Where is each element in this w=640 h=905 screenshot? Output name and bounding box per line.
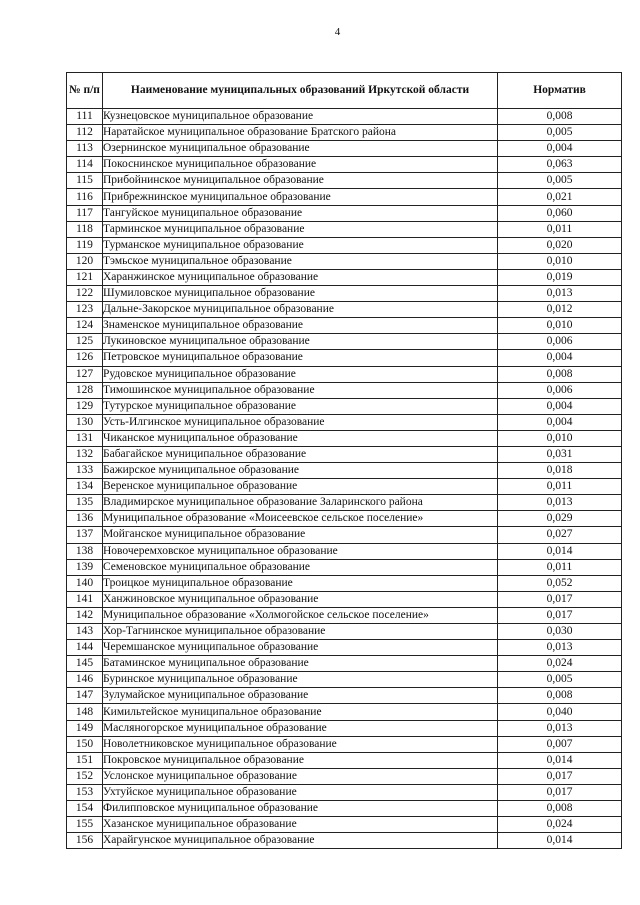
normative-value: 0,021 <box>498 189 622 205</box>
row-number: 145 <box>67 656 103 672</box>
municipality-name: Бажирское муниципальное образование <box>103 463 498 479</box>
municipality-name: Ханжиновское муниципальное образование <box>103 591 498 607</box>
table-row <box>67 302 622 318</box>
normative-value: 0,024 <box>498 817 622 833</box>
row-number: 152 <box>67 768 103 784</box>
municipality-name: Услонское муниципальное образование <box>103 768 498 784</box>
row-number: 117 <box>67 205 103 221</box>
table-row <box>67 221 622 237</box>
row-number: 120 <box>67 253 103 269</box>
row-number: 144 <box>67 640 103 656</box>
normative-value: 0,004 <box>498 350 622 366</box>
row-number: 119 <box>67 237 103 253</box>
normative-value: 0,014 <box>498 752 622 768</box>
row-number: 129 <box>67 398 103 414</box>
row-number: 112 <box>67 125 103 141</box>
table-row <box>67 237 622 253</box>
table-row <box>67 205 622 221</box>
municipality-name: Семеновское муниципальное образование <box>103 559 498 575</box>
table-row <box>67 414 622 430</box>
normative-value: 0,004 <box>498 141 622 157</box>
row-number: 121 <box>67 269 103 285</box>
municipality-name: Муниципальное образование «Моисеевское сельское поселение» <box>103 511 498 527</box>
table-row <box>67 157 622 173</box>
municipality-name: Троицкое муниципальное образование <box>103 575 498 591</box>
municipality-name: Усть-Илгинское муниципальное образование <box>103 414 498 430</box>
table-row <box>67 624 622 640</box>
table-row <box>67 463 622 479</box>
row-number: 151 <box>67 752 103 768</box>
row-number: 111 <box>67 109 103 125</box>
table-row <box>67 269 622 285</box>
municipality-name: Кузнецовское муниципальное образование <box>103 109 498 125</box>
municipality-name: Зулумайское муниципальное образование <box>103 688 498 704</box>
table-row <box>67 318 622 334</box>
normative-value: 0,024 <box>498 656 622 672</box>
table-row <box>67 591 622 607</box>
normative-value: 0,027 <box>498 527 622 543</box>
table-row <box>67 833 622 849</box>
normative-value: 0,007 <box>498 736 622 752</box>
normative-value: 0,011 <box>498 221 622 237</box>
normative-value: 0,005 <box>498 672 622 688</box>
normative-value: 0,040 <box>498 704 622 720</box>
table-row <box>67 543 622 559</box>
normative-value: 0,018 <box>498 463 622 479</box>
row-number: 118 <box>67 221 103 237</box>
municipality-name: Озернинское муниципальное образование <box>103 141 498 157</box>
row-number: 150 <box>67 736 103 752</box>
municipality-name: Масляногорское муниципальное образование <box>103 720 498 736</box>
row-number: 134 <box>67 479 103 495</box>
normative-value: 0,014 <box>498 543 622 559</box>
normative-value: 0,008 <box>498 366 622 382</box>
municipality-name: Знаменское муниципальное образование <box>103 318 498 334</box>
normative-value: 0,010 <box>498 253 622 269</box>
header-norm: Норматив <box>498 73 622 109</box>
table-row <box>67 511 622 527</box>
table-row <box>67 640 622 656</box>
table-row <box>67 446 622 462</box>
municipality-name: Прибрежнинское муниципальное образование <box>103 189 498 205</box>
normative-value: 0,008 <box>498 109 622 125</box>
municipality-name: Тэмьское муниципальное образование <box>103 253 498 269</box>
normative-value: 0,005 <box>498 173 622 189</box>
municipality-name: Харайгунское муниципальное образование <box>103 833 498 849</box>
municipality-name: Хор-Тагнинское муниципальное образование <box>103 624 498 640</box>
normative-value: 0,052 <box>498 575 622 591</box>
table-row <box>67 704 622 720</box>
row-number: 113 <box>67 141 103 157</box>
row-number: 128 <box>67 382 103 398</box>
municipality-name: Чиканское муниципальное образование <box>103 430 498 446</box>
normative-value: 0,063 <box>498 157 622 173</box>
municipality-name: Владимирское муниципальное образование Заларинского района <box>103 495 498 511</box>
municipality-name: Бабагайское муниципальное образование <box>103 446 498 462</box>
table-row <box>67 366 622 382</box>
row-number: 127 <box>67 366 103 382</box>
municipality-name: Тангуйское муниципальное образование <box>103 205 498 221</box>
municipality-name: Ухтуйское муниципальное образование <box>103 784 498 800</box>
normative-value: 0,017 <box>498 768 622 784</box>
table-row <box>67 575 622 591</box>
normative-table <box>66 72 622 849</box>
municipality-name: Новочеремховское муниципальное образование <box>103 543 498 559</box>
municipality-name: Веренское муниципальное образование <box>103 479 498 495</box>
row-number: 116 <box>67 189 103 205</box>
row-number: 140 <box>67 575 103 591</box>
row-number: 124 <box>67 318 103 334</box>
municipality-name: Муниципальное образование «Холмогойское сельское поселение» <box>103 607 498 623</box>
normative-value: 0,014 <box>498 833 622 849</box>
row-number: 130 <box>67 414 103 430</box>
normative-value: 0,029 <box>498 511 622 527</box>
row-number: 153 <box>67 784 103 800</box>
municipality-name: Филипповское муниципальное образование <box>103 801 498 817</box>
table-row <box>67 736 622 752</box>
municipality-name: Кимильтейское муниципальное образование <box>103 704 498 720</box>
table-row <box>67 286 622 302</box>
table-row <box>67 334 622 350</box>
table-row <box>67 479 622 495</box>
row-number: 136 <box>67 511 103 527</box>
row-number: 125 <box>67 334 103 350</box>
normative-value: 0,008 <box>498 688 622 704</box>
normative-value: 0,013 <box>498 720 622 736</box>
row-number: 155 <box>67 817 103 833</box>
row-number: 139 <box>67 559 103 575</box>
municipality-name: Дальне-Закорское муниципальное образование <box>103 302 498 318</box>
row-number: 146 <box>67 672 103 688</box>
row-number: 135 <box>67 495 103 511</box>
row-number: 142 <box>67 607 103 623</box>
table-row <box>67 253 622 269</box>
row-number: 149 <box>67 720 103 736</box>
normative-value: 0,013 <box>498 640 622 656</box>
municipality-name: Турманское муниципальное образование <box>103 237 498 253</box>
table-row <box>67 382 622 398</box>
table-row <box>67 688 622 704</box>
normative-value: 0,004 <box>498 398 622 414</box>
row-number: 147 <box>67 688 103 704</box>
header-name: Наименование муниципальных образований Иркутской области <box>103 73 498 109</box>
normative-value: 0,060 <box>498 205 622 221</box>
table-row <box>67 672 622 688</box>
normative-value: 0,006 <box>498 334 622 350</box>
municipality-name: Тимошинское муниципальное образование <box>103 382 498 398</box>
municipality-name: Тарминское муниципальное образование <box>103 221 498 237</box>
table-row <box>67 109 622 125</box>
table-row <box>67 173 622 189</box>
normative-value: 0,017 <box>498 591 622 607</box>
normative-value: 0,019 <box>498 269 622 285</box>
row-number: 115 <box>67 173 103 189</box>
municipality-name: Наратайское муниципальное образование Братского района <box>103 125 498 141</box>
normative-value: 0,010 <box>498 318 622 334</box>
table-row <box>67 784 622 800</box>
page-number: 4 <box>334 26 341 38</box>
municipality-name: Мойганское муниципальное образование <box>103 527 498 543</box>
normative-value: 0,010 <box>498 430 622 446</box>
municipality-name: Харанжинское муниципальное образование <box>103 269 498 285</box>
normative-value: 0,006 <box>498 382 622 398</box>
table-row <box>67 350 622 366</box>
normative-value: 0,013 <box>498 495 622 511</box>
table-row <box>67 189 622 205</box>
table-row <box>67 607 622 623</box>
table-row <box>67 125 622 141</box>
normative-value: 0,012 <box>498 302 622 318</box>
normative-value: 0,011 <box>498 479 622 495</box>
municipality-name: Шумиловское муниципальное образование <box>103 286 498 302</box>
row-number: 132 <box>67 446 103 462</box>
normative-value: 0,030 <box>498 624 622 640</box>
normative-value: 0,004 <box>498 414 622 430</box>
municipality-name: Хазанское муниципальное образование <box>103 817 498 833</box>
row-number: 154 <box>67 801 103 817</box>
normative-value: 0,008 <box>498 801 622 817</box>
table-row <box>67 720 622 736</box>
municipality-name: Петровское муниципальное образование <box>103 350 498 366</box>
municipality-name: Черемшанское муниципальное образование <box>103 640 498 656</box>
table-row <box>67 141 622 157</box>
row-number: 114 <box>67 157 103 173</box>
row-number: 143 <box>67 624 103 640</box>
municipality-name: Новолетниковское муниципальное образование <box>103 736 498 752</box>
table-row <box>67 495 622 511</box>
municipality-name: Лукиновское муниципальное образование <box>103 334 498 350</box>
normative-value: 0,013 <box>498 286 622 302</box>
table-row <box>67 398 622 414</box>
municipality-name: Буринское муниципальное образование <box>103 672 498 688</box>
row-number: 148 <box>67 704 103 720</box>
table-row <box>67 752 622 768</box>
row-number: 131 <box>67 430 103 446</box>
municipality-name: Прибойнинское муниципальное образование <box>103 173 498 189</box>
table-row <box>67 656 622 672</box>
table-row <box>67 527 622 543</box>
normative-value: 0,020 <box>498 237 622 253</box>
table-row <box>67 768 622 784</box>
row-number: 137 <box>67 527 103 543</box>
table-body <box>67 109 622 849</box>
row-number: 122 <box>67 286 103 302</box>
row-number: 138 <box>67 543 103 559</box>
row-number: 141 <box>67 591 103 607</box>
table-header-row <box>67 73 622 109</box>
table-row <box>67 801 622 817</box>
row-number: 123 <box>67 302 103 318</box>
table-row <box>67 430 622 446</box>
municipality-name: Тутурское муниципальное образование <box>103 398 498 414</box>
normative-value: 0,011 <box>498 559 622 575</box>
header-num: № п/п <box>67 73 103 109</box>
row-number: 133 <box>67 463 103 479</box>
row-number: 126 <box>67 350 103 366</box>
normative-value: 0,005 <box>498 125 622 141</box>
normative-value: 0,017 <box>498 607 622 623</box>
municipality-name: Батаминское муниципальное образование <box>103 656 498 672</box>
row-number: 156 <box>67 833 103 849</box>
municipality-name: Покоснинское муниципальное образование <box>103 157 498 173</box>
municipality-name: Покровское муниципальное образование <box>103 752 498 768</box>
normative-value: 0,017 <box>498 784 622 800</box>
table-row <box>67 559 622 575</box>
municipality-name: Рудовское муниципальное образование <box>103 366 498 382</box>
table-row <box>67 817 622 833</box>
normative-value: 0,031 <box>498 446 622 462</box>
